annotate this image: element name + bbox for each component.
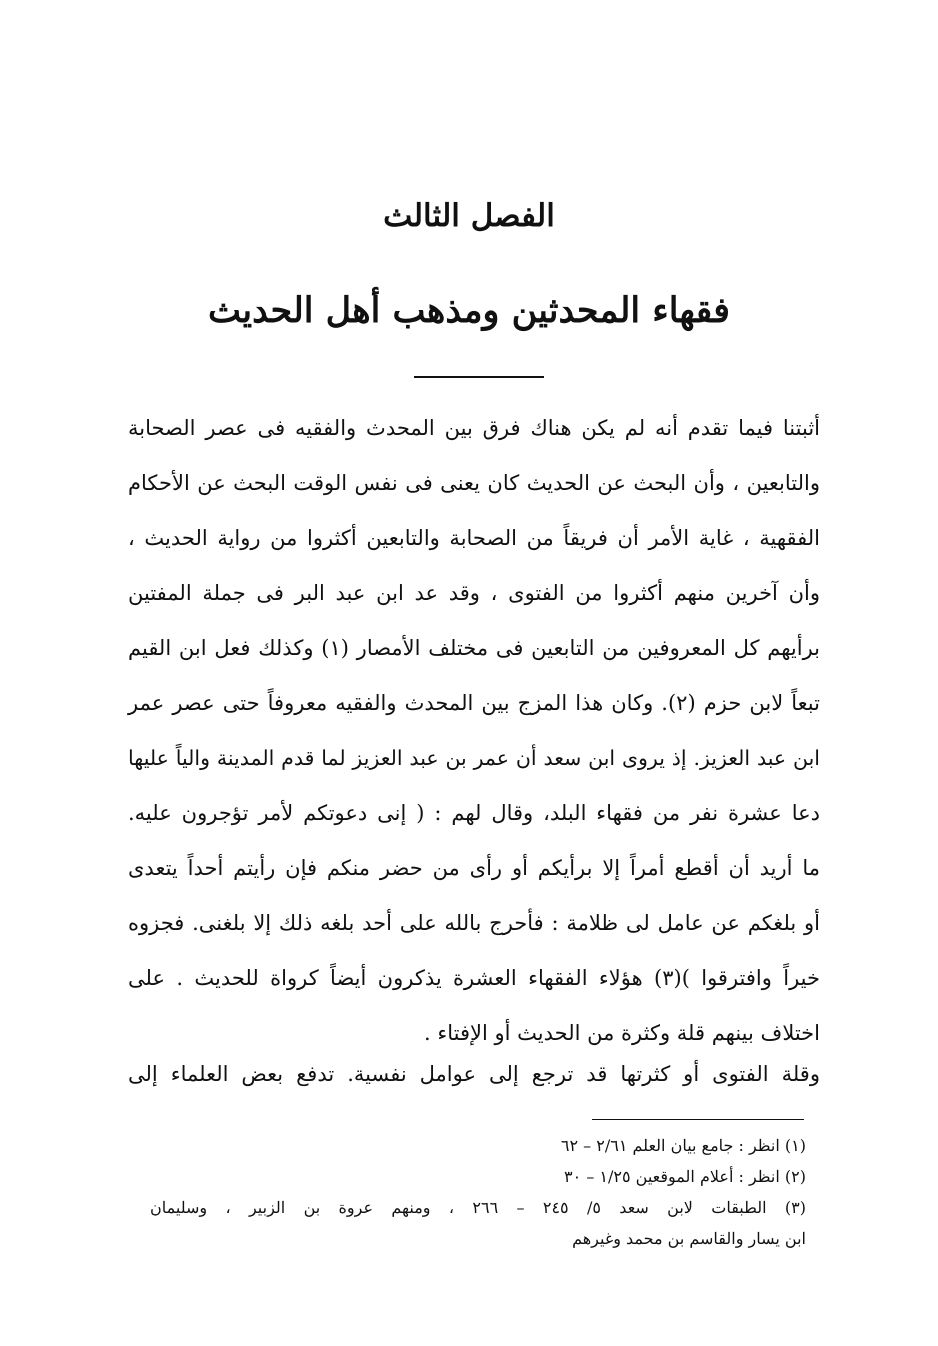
footnotes (150, 1136, 806, 1260)
text-line: دعا عشرة نفر من فقهاء البلد، وقال لهم : ( إنى دعوتكم لأمر تؤجرون عليه. (128, 801, 820, 825)
paragraph-2 (128, 1052, 820, 1107)
text-line: أو بلغكم عن عامل لى ظلامة : فأحرج بالله على أحد بلغه ذلك إلا بلغنى. فجزوه (128, 911, 820, 935)
text-line: ابن عبد العزيز. إذ يروى ابن سعد أن عمر بن عبد العزيز لما قدم المدينة والياً عليها (128, 746, 820, 770)
footnote-1: (١) انظر : جامع بيان العلم ٢/٦١ – ٦٢ (560, 1136, 806, 1155)
text-line: برأيهم كل المعروفين من التابعين فى مختلف الأمصار (١) وكذلك فعل ابن القيم (128, 636, 820, 660)
text-line: وأن آخرين منهم أكثروا من الفتوى ، وقد عد ابن عبد البر فى جملة المفتين (128, 581, 820, 605)
text-line: اختلاف بينهم قلة وكثرة من الحديث أو الإفتاء . (424, 1021, 820, 1045)
footnote-2: (٢) انظر : أعلام الموقعين ١/٢٥ – ٣٠ (564, 1167, 806, 1186)
text-line: خيراً وافترقوا )(٣) هؤلاء الفقهاء العشرة يذكرون أيضاً كرواة للحديث . على (128, 966, 820, 990)
text-line: أثبتنا فيما تقدم أنه لم يكن هناك فرق بين المحدث والفقيه فى عصر الصحابة (128, 416, 820, 440)
footnote-divider (592, 1119, 804, 1120)
text-line: وقلة الفتوى أو كثرتها قد ترجع إلى عوامل نفسية. تدفع بعض العلماء إلى (128, 1062, 820, 1086)
text-line: والتابعين ، وأن البحث عن الحديث كان يعنى فى نفس الوقت البحث عن الأحكام (128, 471, 820, 495)
chapter-label: الفصل الثالث (383, 198, 555, 234)
text-line: الفقهية ، غاية الأمر أن فريقاً من الصحابة والتابعين أكثروا من رواية الحديث ، (128, 526, 820, 550)
text-line: تبعاً لابن حزم (٢). وكان هذا المزج بين المحدث والفقيه معروفاً حتى عصر عمر (128, 691, 820, 715)
chapter-title: فقهاء المحدثين ومذهب أهل الحديث (208, 290, 730, 331)
text-line: ما أريد أن أقطع أمراً إلا برأيكم أو رأى من حضر منكم فإن رأيتم أحداً يتعدى (128, 856, 820, 880)
footnote-3: (٣) الطبقات لابن سعد ٥/ ٢٤٥ – ٢٦٦ ، ومنهم عروة بن الزبير ، وسليمان (150, 1198, 807, 1217)
title-divider (414, 376, 544, 378)
paragraph-1 (128, 406, 820, 1066)
footnote-3-continuation: ابن يسار والقاسم بن محمد وغيرهم (572, 1229, 806, 1248)
